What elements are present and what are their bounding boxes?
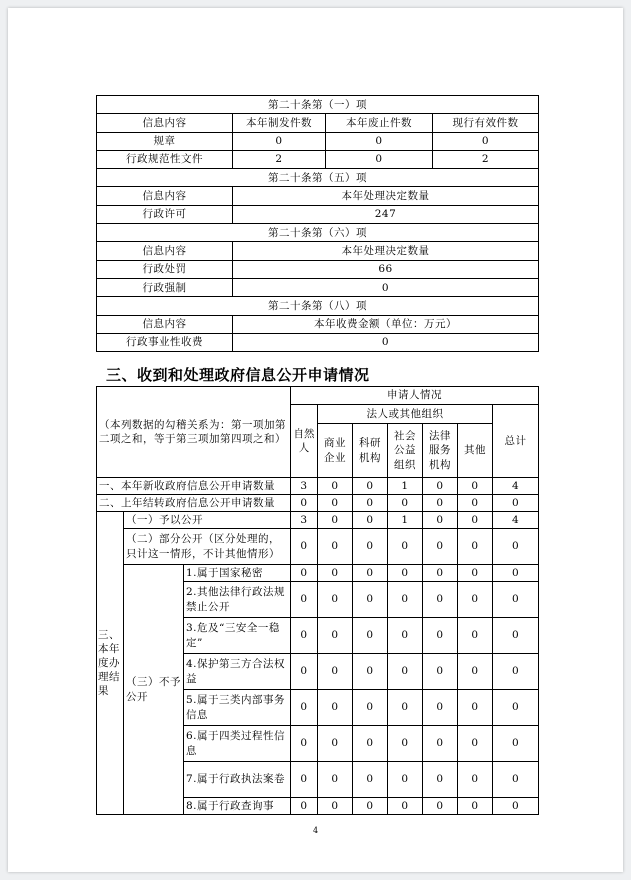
research-header: 科研机构 xyxy=(353,424,388,478)
cell: 0 xyxy=(423,512,458,529)
cell: 0 xyxy=(388,565,423,582)
cell: 0 xyxy=(458,478,493,495)
table-row xyxy=(97,205,539,223)
row-label: 8.属于行政查询事 xyxy=(184,798,291,815)
row-label: 4.保护第三方合法权益 xyxy=(184,654,291,690)
cell: 0 xyxy=(353,512,388,529)
col-header-fee: 本年收费金额（单位：万元） xyxy=(233,315,539,333)
row-label: 3.危及“三安全一稳定” xyxy=(184,618,291,654)
cell: 0 xyxy=(353,618,388,654)
cell: 66 xyxy=(233,260,539,278)
cell: 0 xyxy=(458,495,493,512)
cell: 0 xyxy=(291,495,318,512)
cell: 0 xyxy=(388,529,423,565)
col-header-current: 现行有效件数 xyxy=(433,114,539,132)
cell: 0 xyxy=(291,529,318,565)
cell: 0 xyxy=(318,690,353,726)
cell: 0 xyxy=(353,478,388,495)
cell: 0 xyxy=(318,726,353,762)
row-label: 行政事业性收费 xyxy=(97,333,233,351)
cell: 3 xyxy=(291,478,318,495)
col-header-content: 信息内容 xyxy=(97,315,233,333)
natural-person-header: 自然人 xyxy=(291,405,318,478)
cell: 0 xyxy=(388,762,423,798)
section-title: 第二十条第（八）项 xyxy=(97,297,539,315)
table-row xyxy=(97,529,539,565)
cell: 0 xyxy=(353,726,388,762)
cell: 0 xyxy=(423,582,458,618)
cell: 0 xyxy=(493,582,539,618)
cell: 3 xyxy=(291,512,318,529)
col-header-content: 信息内容 xyxy=(97,187,233,205)
section-title: 第二十条第（五）项 xyxy=(97,169,539,187)
row-label: 规章 xyxy=(97,132,233,150)
cell: 2 xyxy=(433,150,539,168)
legal-group-header: 法人或其他组织 xyxy=(318,405,493,424)
table-row xyxy=(97,150,539,168)
cell: 0 xyxy=(318,478,353,495)
cell: 0 xyxy=(318,582,353,618)
col-header-decisions: 本年处理决定数量 xyxy=(233,242,539,260)
other-header: 其他 xyxy=(458,424,493,478)
row-label: 行政规范性文件 xyxy=(97,150,233,168)
cell: 0 xyxy=(458,798,493,815)
cell: 0 xyxy=(423,565,458,582)
cell: 0 xyxy=(318,512,353,529)
cell: 0 xyxy=(493,529,539,565)
result-group-label: 三、本年度办理结果 xyxy=(97,512,124,815)
cell: 0 xyxy=(458,726,493,762)
cell: 0 xyxy=(493,690,539,726)
table-row xyxy=(97,333,539,351)
total-header: 总计 xyxy=(493,405,539,478)
cell: 0 xyxy=(423,762,458,798)
cell: 0 xyxy=(291,690,318,726)
col-header-content: 信息内容 xyxy=(97,114,233,132)
page-number: 4 xyxy=(312,826,319,835)
cell: 0 xyxy=(353,762,388,798)
table-row xyxy=(97,478,539,495)
cell: 0 xyxy=(493,762,539,798)
row-label: 6.属于四类过程性信息 xyxy=(184,726,291,762)
cell: 0 xyxy=(423,798,458,815)
section-title: 第二十条第（六）项 xyxy=(97,224,539,242)
cell: 0 xyxy=(233,333,539,351)
cell: 0 xyxy=(493,798,539,815)
cell: 0 xyxy=(423,478,458,495)
cell: 1 xyxy=(388,512,423,529)
cell: 0 xyxy=(388,654,423,690)
cell: 1 xyxy=(388,478,423,495)
cell: 0 xyxy=(458,529,493,565)
applicant-header: 申请人情况 xyxy=(291,387,539,405)
cell: 0 xyxy=(291,726,318,762)
cell: 0 xyxy=(493,565,539,582)
cell: 0 xyxy=(458,618,493,654)
cell: 4 xyxy=(493,478,539,495)
cell: 0 xyxy=(353,582,388,618)
deny-group-label: （三）不予公开 xyxy=(124,565,184,815)
table-row xyxy=(97,278,539,296)
col-header-issued: 本年制发件数 xyxy=(233,114,326,132)
table-row xyxy=(97,495,539,512)
cell: 0 xyxy=(423,690,458,726)
cell: 0 xyxy=(493,618,539,654)
cell: 0 xyxy=(233,132,326,150)
cell: 0 xyxy=(291,565,318,582)
cell: 0 xyxy=(388,618,423,654)
cell: 0 xyxy=(326,150,433,168)
row-label: 行政许可 xyxy=(97,205,233,223)
col-header-decisions: 本年处理决定数量 xyxy=(233,187,539,205)
cell: 0 xyxy=(388,726,423,762)
row-label: 一、本年新收政府信息公开申请数量 xyxy=(97,478,291,495)
cell: 0 xyxy=(493,726,539,762)
cell: 0 xyxy=(353,529,388,565)
cell: 0 xyxy=(233,278,539,296)
col-header-repealed: 本年废止件数 xyxy=(326,114,433,132)
col-header-content: 信息内容 xyxy=(97,242,233,260)
cell: 0 xyxy=(388,495,423,512)
cell: 0 xyxy=(433,132,539,150)
cell: 0 xyxy=(353,654,388,690)
table-row xyxy=(97,512,539,529)
cell: 0 xyxy=(318,762,353,798)
cell: 0 xyxy=(493,654,539,690)
cell: 0 xyxy=(458,690,493,726)
row-label: 2.其他法律行政法规禁止公开 xyxy=(184,582,291,618)
cell: 0 xyxy=(291,582,318,618)
cell: 0 xyxy=(353,495,388,512)
cell: 0 xyxy=(291,762,318,798)
row-label: 1.属于国家秘密 xyxy=(184,565,291,582)
cell: 0 xyxy=(423,495,458,512)
cell: 0 xyxy=(353,798,388,815)
cell: 0 xyxy=(458,582,493,618)
cell: 0 xyxy=(388,582,423,618)
row-label: （二）部分公开（区分处理的，只计这一情形，不计其他情形） xyxy=(124,529,291,565)
cell: 0 xyxy=(353,690,388,726)
table-row xyxy=(97,565,539,582)
cell: 0 xyxy=(318,495,353,512)
cell: 0 xyxy=(423,618,458,654)
cell: 0 xyxy=(318,565,353,582)
row-label: 行政强制 xyxy=(97,278,233,296)
cell: 0 xyxy=(423,529,458,565)
cell: 2 xyxy=(233,150,326,168)
row-label: 7.属于行政执法案卷 xyxy=(184,762,291,798)
row-label: 二、上年结转政府信息公开申请数量 xyxy=(97,495,291,512)
application-table xyxy=(96,386,539,815)
cell: 0 xyxy=(318,798,353,815)
cell: 0 xyxy=(291,618,318,654)
cell: 0 xyxy=(458,512,493,529)
cell: 0 xyxy=(353,565,388,582)
cell: 0 xyxy=(318,654,353,690)
cell: 0 xyxy=(423,726,458,762)
cell: 0 xyxy=(493,495,539,512)
cell: 0 xyxy=(318,529,353,565)
row-label: 行政处罚 xyxy=(97,260,233,278)
cell: 0 xyxy=(388,690,423,726)
note-cell: （本列数据的勾稽关系为：第一项加第二项之和，等于第三项加第四项之和） xyxy=(97,387,291,478)
cell: 0 xyxy=(458,654,493,690)
row-label: 5.属于三类内部事务信息 xyxy=(184,690,291,726)
section-heading: 三、收到和处理政府信息公开申请情况 xyxy=(106,366,370,384)
law-header: 法律服务机构 xyxy=(423,424,458,478)
cell: 4 xyxy=(493,512,539,529)
document-page xyxy=(8,8,623,872)
section-title: 第二十条第（一）项 xyxy=(97,96,539,114)
cell: 247 xyxy=(233,205,539,223)
cell: 0 xyxy=(326,132,433,150)
cell: 0 xyxy=(423,654,458,690)
cell: 0 xyxy=(291,798,318,815)
cell: 0 xyxy=(388,798,423,815)
row-label: （一）予以公开 xyxy=(124,512,291,529)
article-20-table xyxy=(96,95,539,352)
table-row xyxy=(97,260,539,278)
cell: 0 xyxy=(458,762,493,798)
commercial-header: 商业企业 xyxy=(318,424,353,478)
cell: 0 xyxy=(291,654,318,690)
cell: 0 xyxy=(458,565,493,582)
social-header: 社会公益组织 xyxy=(388,424,423,478)
cell: 0 xyxy=(318,618,353,654)
table-row xyxy=(97,132,539,150)
